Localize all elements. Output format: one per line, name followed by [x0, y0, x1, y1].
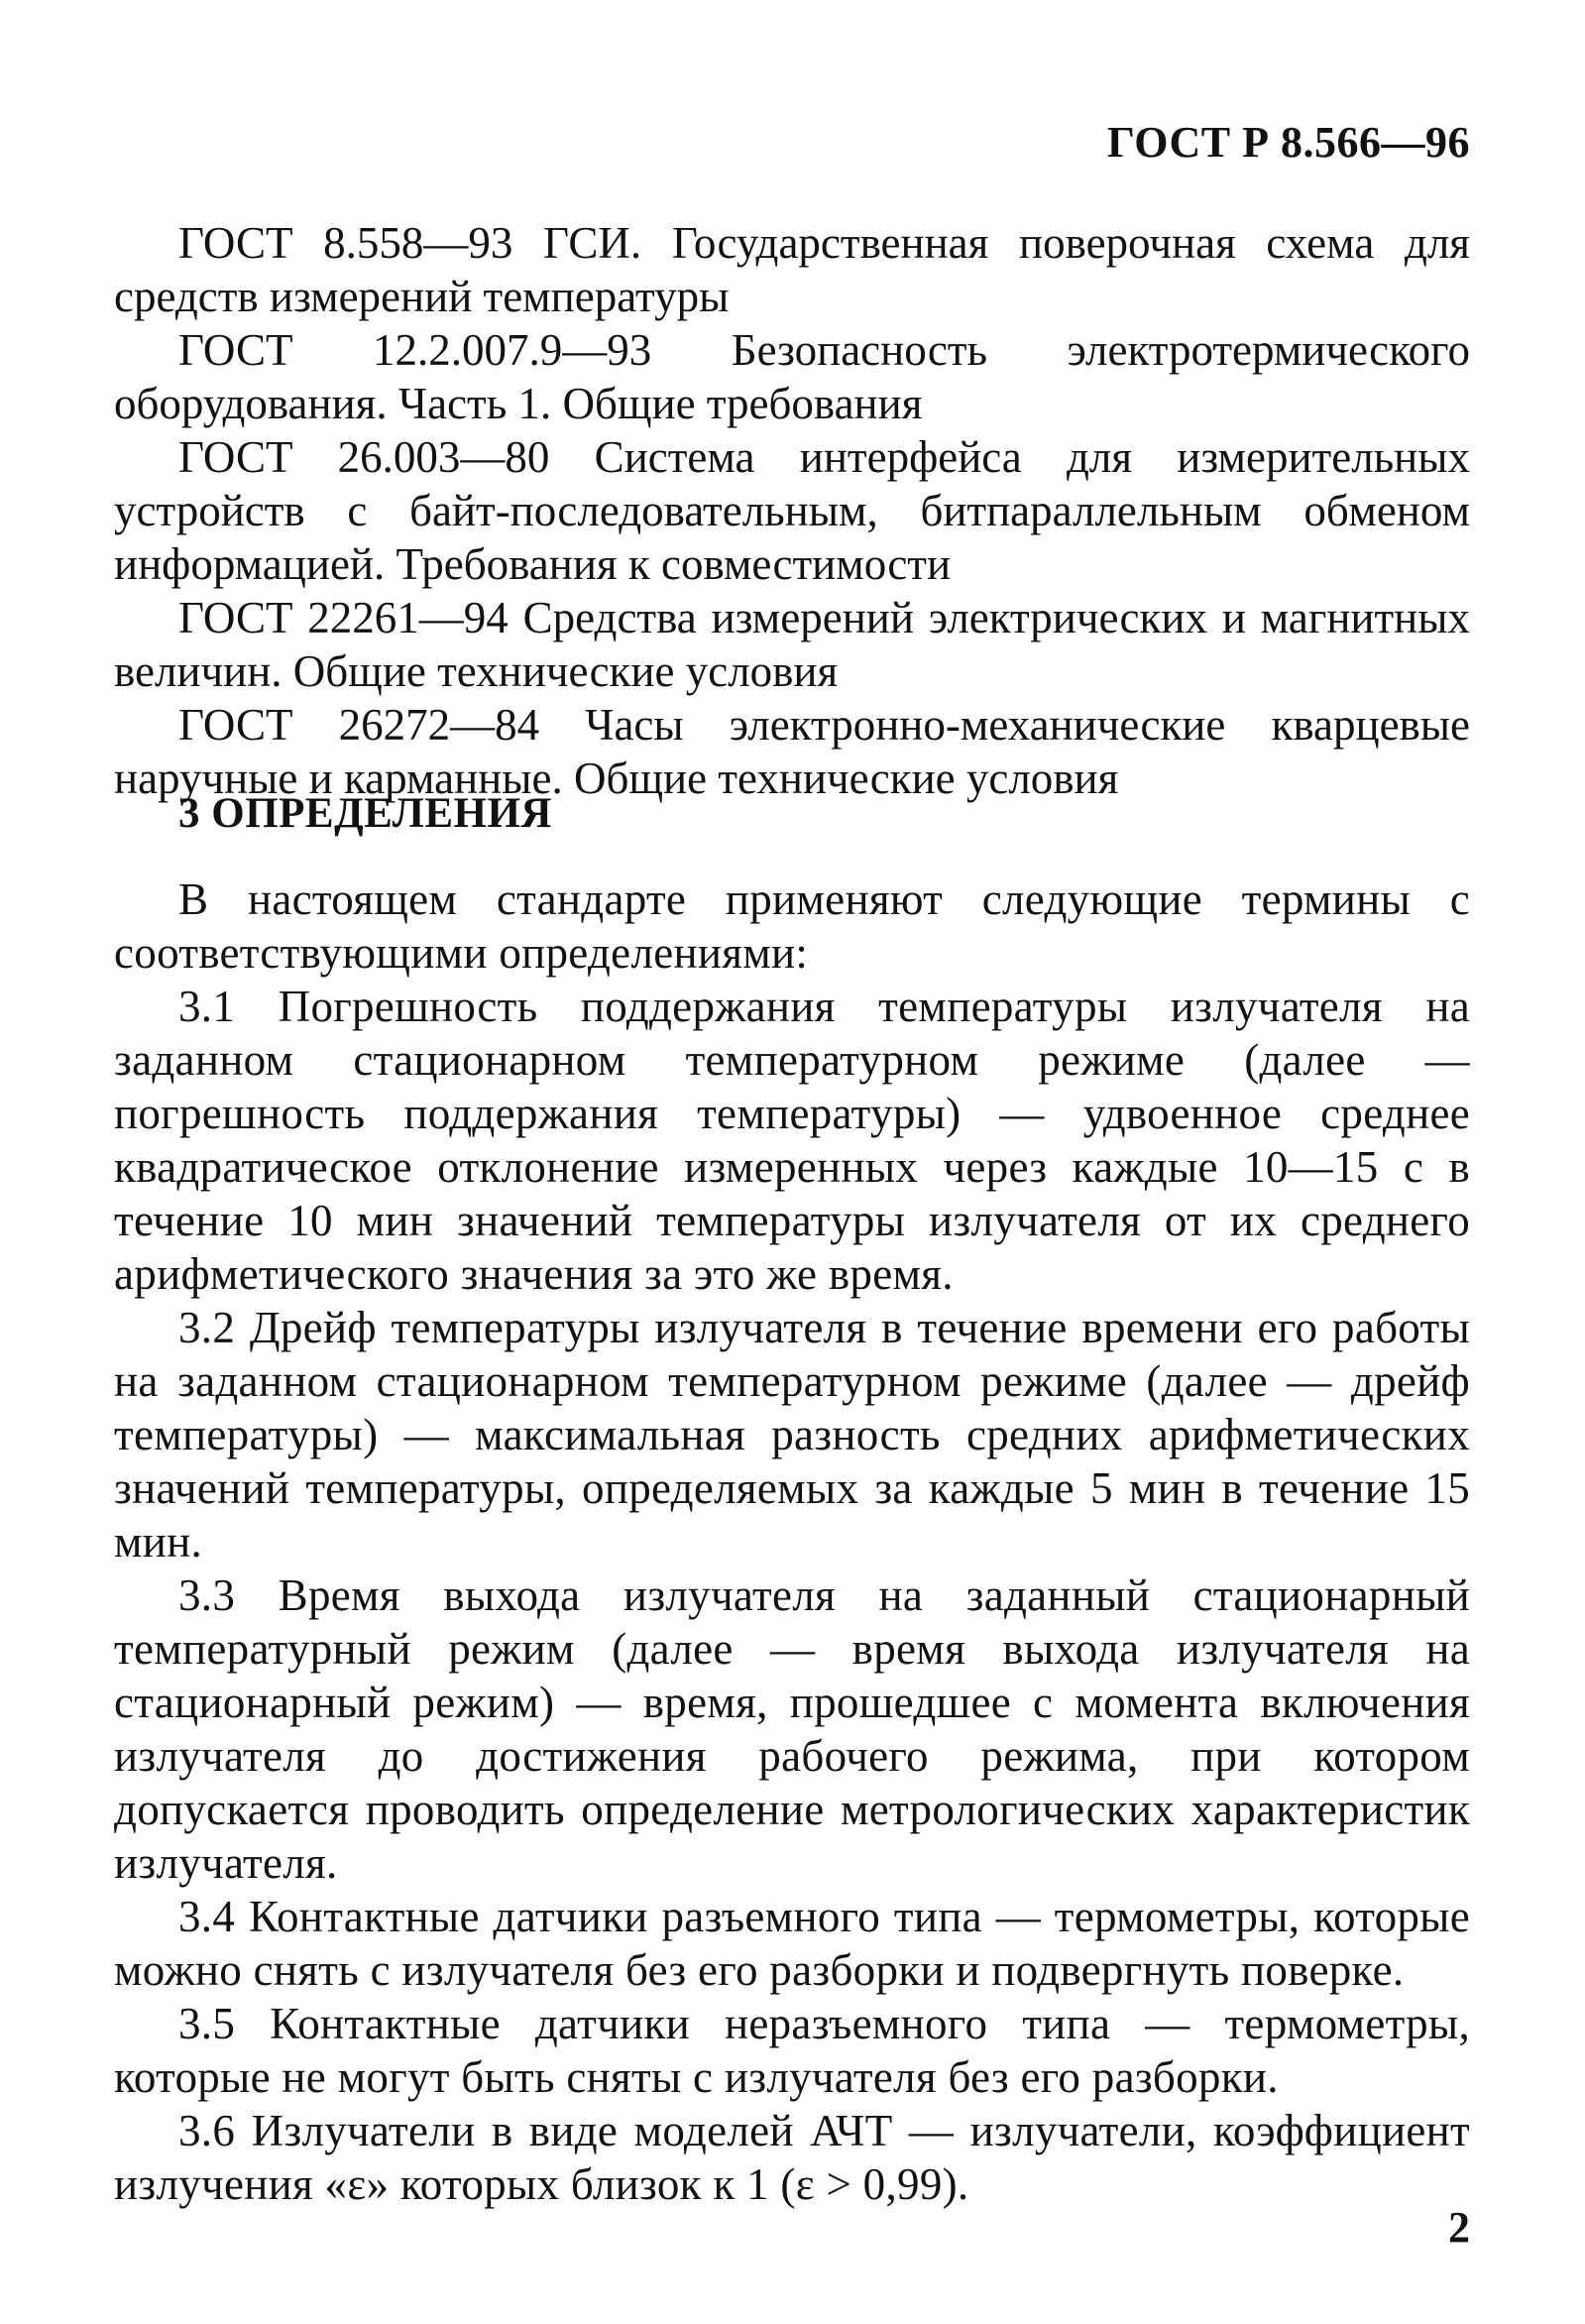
reference-item: ГОСТ 26272—84 Часы электронно-механические кварцевые наручные и карманные. Общие технические условия [114, 700, 1470, 803]
normative-references [114, 216, 1470, 805]
reference-item: ГОСТ 26.003—80 Система интерфейса для измерительных устройств с байт-последовательным, битпараллельным обменом информацией. Требования к совместимости [114, 432, 1470, 589]
section-intro: В настоящем стандарте применяют следующие термины с соответствующими определениями: [114, 874, 1470, 978]
definition-item: 3.4 Контактные датчики разъемного типа — термометры, которые можно снять с излучателя без его разборки и подвергнуть поверке. [114, 1892, 1470, 1995]
definition-item: 3.6 Излучатели в виде моделей АЧТ — излучатели, коэффициент излучения «ε» которых близок к 1 (ε > 0,99). [114, 2106, 1470, 2209]
section-title: 3 ОПРЕДЕЛЕНИЯ [178, 790, 552, 837]
reference-item: ГОСТ 8.558—93 ГСИ. Государственная поверочная схема для средств измерений температуры [114, 218, 1470, 321]
reference-item: ГОСТ 22261—94 Средства измерений электрических и магнитных величин. Общие технические условия [114, 593, 1470, 696]
definitions-section [114, 872, 1470, 2211]
reference-item: ГОСТ 12.2.007.9—93 Безопасность электротермического оборудования. Часть 1. Общие требования [114, 325, 1470, 428]
page-number: 2 [1448, 2203, 1470, 2252]
definition-item: 3.3 Время выхода излучателя на заданный стационарный температурный режим (далее — время выхода излучателя на стационарный режим) — время, прошедшее с момента включения излучателя до достижения рабочего режима, при котором допускается проводить определение метрологических характеристик излучателя. [114, 1570, 1470, 1888]
document-code-header: ГОСТ Р 8.566—96 [1106, 118, 1470, 167]
definition-item: 3.1 Погрешность поддержания температуры излучателя на заданном стационарном температурном режиме (далее — погрешность поддержания температуры) — удвоенное среднее квадратическое отклонение измеренных через каждые 10—15 с в течение 10 мин значений температуры излучателя от их среднего арифметического значения за это же время. [114, 982, 1470, 1299]
definition-item: 3.2 Дрейф температуры излучателя в течение времени его работы на заданном стационарном температурном режиме (далее — дрейф температуры) — максимальная разность средних арифметических значений температуры, определяемых за каждые 5 мин в течение 15 мин. [114, 1303, 1470, 1567]
definition-item: 3.5 Контактные датчики неразъемного типа — термометры, которые не могут быть сняты с излучателя без его разборки. [114, 1999, 1470, 2102]
